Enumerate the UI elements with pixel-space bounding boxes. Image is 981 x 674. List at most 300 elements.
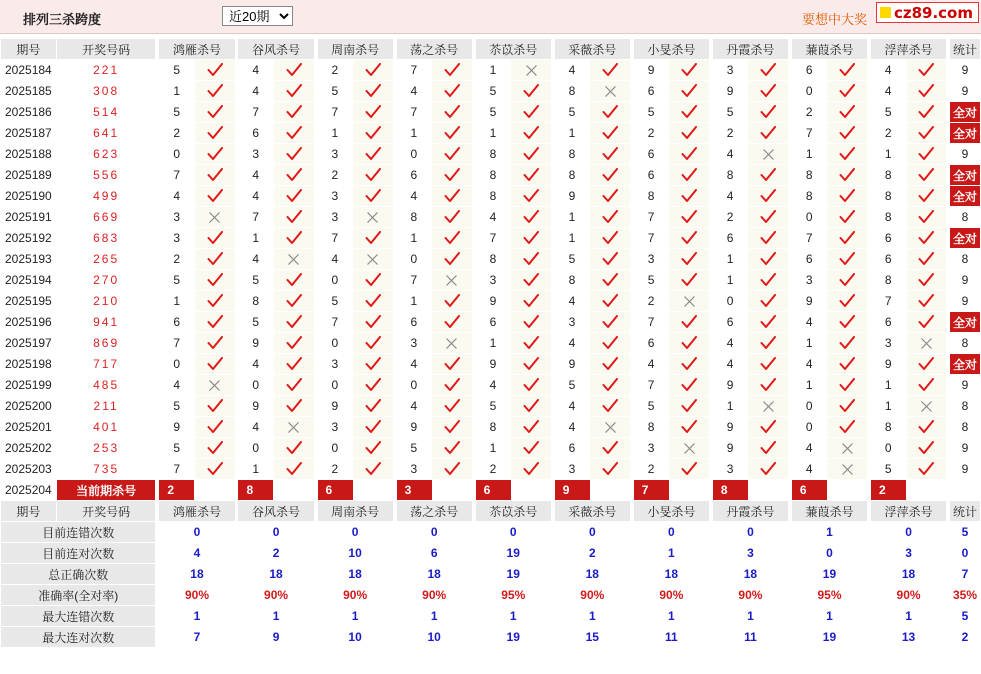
hit-cell: [274, 81, 314, 101]
check-icon: [432, 84, 472, 98]
hit-cell: [827, 60, 867, 80]
column-gap: [394, 333, 396, 353]
column-gap: [631, 228, 633, 248]
column-gap: [789, 291, 791, 311]
draw-number-cell: 210: [93, 294, 120, 308]
column-gap: [236, 459, 238, 479]
check-icon: [274, 441, 314, 455]
check-icon: [274, 273, 314, 287]
check-icon: [274, 315, 314, 329]
check-icon: [748, 210, 788, 224]
stat-value: 5: [961, 525, 969, 539]
column-gap: [631, 249, 633, 269]
column-gap: [315, 375, 317, 395]
check-icon: [748, 126, 788, 140]
column-gap: [710, 438, 712, 458]
cross-icon: [274, 421, 314, 434]
column-gap: [236, 606, 238, 626]
hit-cell: [590, 375, 630, 395]
page-title: 排列三杀跨度: [23, 12, 102, 27]
top-expert-header: 鸿雁杀号: [159, 39, 234, 59]
column-gap: [473, 123, 475, 143]
hit-cell: [669, 207, 709, 227]
kill-number-cell: 9: [871, 354, 906, 374]
column-gap: [315, 291, 317, 311]
column-gap: [789, 396, 791, 416]
kill-number-cell: 4: [871, 81, 906, 101]
kill-number-cell: 6: [871, 228, 906, 248]
column-gap: [552, 228, 554, 248]
kill-number-cell: 6: [397, 165, 432, 185]
column-gap: [789, 81, 791, 101]
column-gap: [552, 522, 554, 542]
hit-cell: [669, 396, 709, 416]
cross-icon: [827, 442, 867, 455]
cross-icon: [511, 64, 551, 77]
check-icon: [274, 378, 314, 392]
check-icon: [748, 168, 788, 182]
stat-value: 1: [351, 609, 359, 623]
hit-cell: [907, 375, 947, 395]
kill-number-cell: 8: [792, 186, 827, 206]
hit-cell: [195, 249, 235, 269]
kill-number-cell: 6: [159, 312, 194, 332]
top-expert-header: 苶苡杀号: [476, 39, 551, 59]
hit-cell: [907, 228, 947, 248]
kill-number-cell: 8: [555, 270, 590, 290]
column-gap: [552, 459, 554, 479]
column-gap: [868, 438, 870, 458]
hit-cell: [669, 312, 709, 332]
column-gap: [394, 39, 396, 59]
table-row: [1, 438, 980, 458]
check-icon: [353, 378, 393, 392]
kill-number-cell: 3: [318, 144, 353, 164]
column-gap: [868, 312, 870, 332]
column-gap: [473, 522, 475, 542]
column-gap: [789, 501, 791, 521]
hit-cell: [827, 102, 867, 122]
miss-cell: [669, 291, 709, 311]
kill-number-cell: 4: [634, 354, 669, 374]
period-cell: 2025196: [5, 315, 52, 329]
check-icon: [511, 441, 551, 455]
kill-number-cell: 5: [476, 102, 511, 122]
column-gap: [868, 585, 870, 605]
hit-cell: [590, 291, 630, 311]
column-gap: [552, 354, 554, 374]
column-gap: [473, 459, 475, 479]
column-gap: [868, 543, 870, 563]
check-icon: [511, 357, 551, 371]
column-gap: [394, 585, 396, 605]
draw-number-cell: 499: [93, 189, 120, 203]
hit-cell: [590, 396, 630, 416]
hit-cell: [511, 291, 551, 311]
check-icon: [353, 105, 393, 119]
column-gap: [315, 144, 317, 164]
check-icon: [907, 294, 947, 308]
column-gap: [947, 312, 949, 332]
check-icon: [669, 231, 709, 245]
check-icon: [511, 189, 551, 203]
table-row: [1, 417, 980, 437]
site-logo[interactable]: [876, 2, 979, 23]
kill-number-cell: 4: [713, 354, 748, 374]
kill-number-cell: 4: [397, 81, 432, 101]
current-total-cell: [950, 480, 980, 500]
hit-cell: [590, 207, 630, 227]
hit-cell: [274, 375, 314, 395]
kill-number-cell: 3: [555, 459, 590, 479]
check-icon: [432, 357, 472, 371]
stat-value: 0: [826, 546, 833, 560]
hit-cell: [669, 81, 709, 101]
column-gap: [868, 291, 870, 311]
check-icon: [511, 294, 551, 308]
hit-cell: [748, 375, 788, 395]
column-gap: [473, 312, 475, 332]
hit-cell: [827, 333, 867, 353]
column-gap: [868, 165, 870, 185]
kill-number-cell: 0: [792, 207, 827, 227]
column-gap: [947, 417, 949, 437]
column-gap: [394, 438, 396, 458]
kill-number-cell: 3: [871, 333, 906, 353]
check-icon: [590, 462, 630, 476]
check-icon: [511, 399, 551, 413]
bottom-expert-header: 蒹葭杀号: [792, 501, 867, 521]
kill-number-cell: 3: [397, 333, 432, 353]
kill-number-cell: 7: [318, 228, 353, 248]
hit-cell: [195, 165, 235, 185]
check-icon: [511, 378, 551, 392]
promo-link[interactable]: 要想中大奖: [802, 12, 868, 27]
stat-value: 1: [826, 525, 833, 539]
column-gap: [156, 102, 158, 122]
miss-cell: [669, 438, 709, 458]
column-gap: [868, 102, 870, 122]
hit-cell: [669, 186, 709, 206]
column-gap: [868, 186, 870, 206]
check-icon: [511, 168, 551, 182]
kill-number-cell: 4: [238, 417, 273, 437]
kill-number-cell: 5: [871, 102, 906, 122]
kill-number-cell: 0: [871, 438, 906, 458]
column-gap: [789, 123, 791, 143]
column-gap: [394, 522, 396, 542]
kill-number-cell: 4: [555, 417, 590, 437]
stat-value: 0: [668, 525, 675, 539]
column-gap: [868, 459, 870, 479]
column-gap: [710, 396, 712, 416]
kill-number-cell: 0: [318, 270, 353, 290]
check-icon: [827, 231, 867, 245]
kill-number-cell: 9: [555, 186, 590, 206]
column-gap: [473, 228, 475, 248]
check-icon: [353, 126, 393, 140]
hit-cell: [669, 144, 709, 164]
check-icon: [511, 105, 551, 119]
hit-cell: [195, 186, 235, 206]
miss-cell: [511, 60, 551, 80]
stat-value: 18: [585, 567, 599, 581]
stat-value: 13: [901, 630, 916, 644]
column-gap: [631, 627, 633, 647]
column-gap: [631, 459, 633, 479]
hit-cell: [195, 270, 235, 290]
hit-cell: [748, 312, 788, 332]
stat-value: 19: [506, 567, 520, 581]
hit-cell: [827, 186, 867, 206]
check-icon: [432, 378, 472, 392]
hit-cell: [432, 207, 472, 227]
column-gap: [631, 354, 633, 374]
period-cell: 2025190: [5, 189, 52, 203]
column-gap: [710, 375, 712, 395]
column-gap: [394, 480, 396, 500]
column-gap: [552, 480, 554, 500]
kill-number-cell: 2: [159, 249, 194, 269]
check-icon: [274, 147, 314, 161]
column-gap: [631, 396, 633, 416]
cross-icon: [590, 85, 630, 98]
check-icon: [669, 273, 709, 287]
kill-number-table: [0, 38, 981, 648]
check-icon: [511, 84, 551, 98]
check-icon: [669, 210, 709, 224]
kill-number-cell: 5: [713, 102, 748, 122]
hit-cell: [511, 165, 551, 185]
period-cell: 2025186: [5, 105, 52, 119]
kill-number-cell: 7: [318, 102, 353, 122]
period-range-select[interactable]: [222, 6, 293, 26]
column-gap: [710, 102, 712, 122]
kill-number-cell: 4: [792, 312, 827, 332]
check-icon: [748, 231, 788, 245]
column-gap: [473, 291, 475, 311]
column-gap: [473, 165, 475, 185]
hit-cell: [827, 249, 867, 269]
stat-value: 1: [826, 609, 833, 623]
column-gap: [236, 291, 238, 311]
cross-icon: [353, 253, 393, 266]
kill-number-cell: 1: [792, 144, 827, 164]
hit-cell: [511, 270, 551, 290]
kill-number-cell: 3: [318, 207, 353, 227]
column-gap: [868, 228, 870, 248]
column-gap: [236, 123, 238, 143]
cross-icon: [590, 421, 630, 434]
check-icon: [907, 315, 947, 329]
column-gap: [868, 522, 870, 542]
kill-number-cell: 3: [555, 312, 590, 332]
check-icon: [274, 399, 314, 413]
kill-number-cell: 2: [318, 459, 353, 479]
total-cell: 9: [961, 441, 969, 455]
cross-icon: [195, 211, 235, 224]
column-gap: [156, 123, 158, 143]
check-icon: [511, 273, 551, 287]
hit-cell: [827, 354, 867, 374]
column-gap: [789, 102, 791, 122]
draw-number-cell: 556: [93, 168, 120, 182]
column-gap: [631, 39, 633, 59]
miss-cell: [827, 459, 867, 479]
cross-icon: [748, 148, 788, 161]
check-icon: [195, 105, 235, 119]
stat-value: 0: [193, 525, 201, 539]
column-gap: [631, 186, 633, 206]
check-icon: [274, 168, 314, 182]
draw-number-cell: 211: [93, 399, 119, 413]
hit-cell: [669, 375, 709, 395]
kill-number-cell: 1: [318, 123, 353, 143]
table-row: [1, 354, 980, 374]
top-toolbar: [0, 0, 981, 34]
period-cell: 2025194: [5, 273, 52, 287]
column-gap: [156, 81, 158, 101]
check-icon: [748, 315, 788, 329]
kill-number-cell: 1: [792, 333, 827, 353]
stat-value: 1: [668, 546, 675, 560]
check-icon: [827, 210, 867, 224]
check-icon: [353, 336, 393, 350]
column-gap: [315, 627, 317, 647]
stat-value: 18: [664, 567, 679, 581]
check-icon: [748, 336, 788, 350]
table-row: [1, 312, 980, 332]
column-gap: [236, 543, 238, 563]
cross-icon: [353, 211, 393, 224]
column-gap: [631, 333, 633, 353]
stat-label: 总正确次数: [1, 564, 155, 584]
check-icon: [590, 189, 630, 203]
column-gap: [947, 39, 949, 59]
kill-number-cell: 4: [397, 396, 432, 416]
kill-number-cell: 1: [555, 207, 590, 227]
column-gap: [156, 375, 158, 395]
kill-number-cell: 9: [397, 417, 432, 437]
column-gap: [947, 522, 949, 542]
column-gap: [789, 333, 791, 353]
column-gap: [552, 627, 554, 647]
column-gap: [236, 165, 238, 185]
hit-cell: [748, 81, 788, 101]
column-gap: [156, 522, 158, 542]
hit-cell: [748, 459, 788, 479]
column-gap: [868, 333, 870, 353]
column-gap: [473, 144, 475, 164]
column-gap: [473, 564, 475, 584]
hit-cell: [432, 396, 472, 416]
miss-cell: [432, 333, 472, 353]
hit-cell: [748, 186, 788, 206]
kill-number-cell: 4: [159, 186, 194, 206]
column-gap: [473, 207, 475, 227]
hit-cell: [907, 81, 947, 101]
check-icon: [827, 189, 867, 203]
column-gap: [394, 144, 396, 164]
column-gap: [552, 543, 554, 563]
column-gap: [868, 270, 870, 290]
hit-cell: [432, 354, 472, 374]
stat-value: 10: [348, 630, 362, 644]
check-icon: [195, 336, 235, 350]
total-cell: 8: [961, 399, 969, 413]
check-icon: [827, 273, 867, 287]
stat-value: 1: [509, 609, 517, 623]
column-gap: [473, 186, 475, 206]
check-icon: [748, 441, 788, 455]
column-gap: [710, 165, 712, 185]
check-icon: [590, 357, 630, 371]
check-icon: [748, 63, 788, 77]
total-cell: 9: [961, 147, 969, 161]
column-gap: [156, 480, 158, 500]
check-icon: [195, 315, 235, 329]
kill-number-cell: 4: [792, 438, 827, 458]
check-icon: [195, 126, 235, 140]
column-gap: [315, 228, 317, 248]
column-gap: [473, 501, 475, 521]
hit-cell: [511, 417, 551, 437]
check-icon: [274, 105, 314, 119]
column-gap: [789, 186, 791, 206]
hit-cell: [669, 417, 709, 437]
kill-number-cell: 0: [792, 396, 827, 416]
check-icon: [511, 462, 551, 476]
column-gap: [631, 165, 633, 185]
table-row: [1, 375, 980, 395]
column-gap: [789, 627, 791, 647]
hit-cell: [353, 270, 393, 290]
column-gap: [394, 270, 396, 290]
column-gap: [947, 81, 949, 101]
hit-cell: [907, 207, 947, 227]
column-gap: [473, 81, 475, 101]
kill-number-cell: 8: [713, 165, 748, 185]
hit-cell: [432, 459, 472, 479]
kill-number-cell: 5: [634, 396, 669, 416]
column-gap: [236, 144, 238, 164]
miss-cell: [195, 207, 235, 227]
check-icon: [748, 105, 788, 119]
check-icon: [432, 294, 472, 308]
hit-cell: [353, 81, 393, 101]
kill-number-cell: 9: [238, 396, 273, 416]
hit-cell: [907, 459, 947, 479]
table-row: [1, 186, 980, 206]
column-gap: [947, 396, 949, 416]
period-cell: 2025199: [5, 378, 52, 392]
cross-icon: [907, 400, 947, 413]
hit-cell: [353, 123, 393, 143]
column-gap: [631, 564, 633, 584]
hit-cell: [432, 417, 472, 437]
draw-number-cell: 623: [93, 147, 120, 161]
check-icon: [353, 231, 393, 245]
column-gap: [710, 459, 712, 479]
column-gap: [947, 228, 949, 248]
kill-number-cell: 7: [159, 333, 194, 353]
column-gap: [710, 60, 712, 80]
column-gap: [394, 375, 396, 395]
check-icon: [827, 399, 867, 413]
column-gap: [315, 501, 317, 521]
kill-number-cell: 3: [238, 144, 273, 164]
column-gap: [315, 81, 317, 101]
